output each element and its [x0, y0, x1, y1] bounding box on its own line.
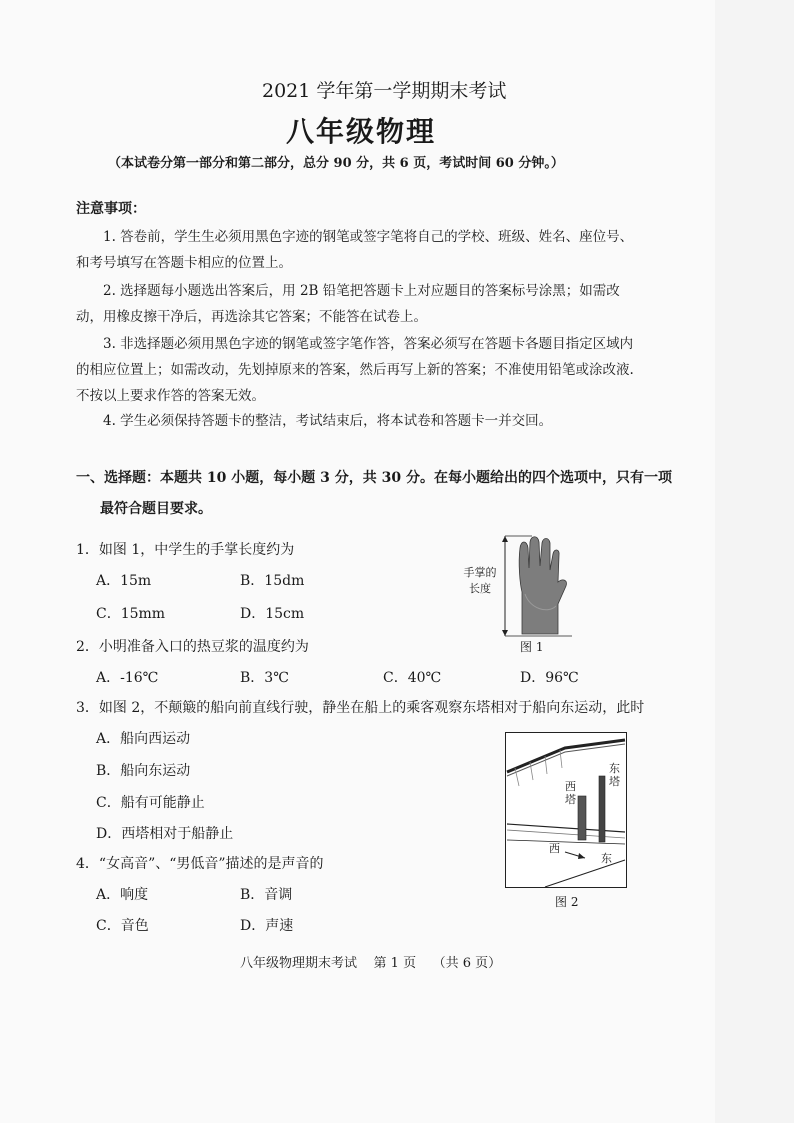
option-b: B．音调 [240, 887, 293, 903]
option-d: D．西塔相对于船静止 [96, 826, 234, 842]
option-a: A．船向西运动 [96, 731, 191, 747]
exam-title: 2021 学年第一学期期末考试 [262, 80, 507, 102]
question-stem: 3．如图 2，不颠簸的船向前直线行驶，静坐在船上的乘客观察东塔相对于船向东运动，此时 [76, 700, 645, 716]
option-c: C．15mm [96, 606, 166, 622]
hand-length-label: 手掌的 [463, 566, 497, 579]
east-label: 东 [601, 852, 612, 865]
figure-1-caption: 图 1 [520, 640, 544, 654]
exam-info: （本试卷分第一部分和第二部分，总分 90 分，共 6 页，考试时间 60 分钟。） [108, 156, 564, 171]
option-a: A．响度 [96, 887, 149, 903]
note-item: 1. 答卷前，学生生必须用黑色字迹的钢笔或签字笔将自己的学校、班级、姓名、座位号、和考号填写在答题卡相应的位置上。 [76, 229, 634, 271]
option-d: D．15cm [240, 606, 305, 622]
figure-1 [460, 534, 590, 654]
note-item: 2. 选择题每小题选出答案后，用 2B 铅笔把答题卡上对应题目的答案标号涂黑；如需改动，用橡皮擦干净后，再选涂其它答案；不能答在试卷上。 [76, 283, 620, 325]
option-c: C．音色 [96, 918, 149, 934]
figure-2 [505, 732, 627, 912]
option-d: D．96℃ [520, 670, 579, 686]
option-c: C．船有可能静止 [96, 795, 205, 811]
option-a: A．15m [96, 573, 152, 589]
subject-title: 八年级物理 [286, 115, 437, 148]
question-stem: 4．“女高音”、“男低音”描述的是声音的 [76, 856, 324, 872]
option-b: B．船向东运动 [96, 763, 191, 779]
hand-length-label-2: 长度 [469, 582, 491, 595]
section-heading-cont: 最符合题目要求。 [100, 501, 212, 517]
section-heading: 一、选择题：本题共 10 小题，每小题 3 分，共 30 分。在每小题给出的四个选项中，只有一项 [76, 470, 672, 486]
option-d: D．声速 [240, 918, 294, 934]
option-a: A．-16℃ [96, 670, 159, 686]
note-item: 4. 学生必须保持答题卡的整洁，考试结束后，将本试卷和答题卡一并交回。 [103, 413, 553, 429]
option-b: B．15dm [240, 573, 305, 589]
option-c: C．40℃ [383, 670, 442, 686]
west-tower-label: 西塔 [565, 780, 576, 806]
figure-2-caption: 图 2 [555, 895, 579, 909]
question-stem: 2．小明准备入口的热豆浆的温度约为 [76, 639, 309, 655]
east-tower-label: 东塔 [609, 762, 620, 788]
option-b: B．3℃ [240, 670, 289, 686]
page-footer: 八年级物理期末考试 第 1 页 （共 6 页） [240, 956, 502, 971]
west-label: 西 [549, 842, 560, 855]
question-stem: 1．如图 1，中学生的手掌长度约为 [76, 542, 295, 558]
notes-heading: 注意事项： [76, 201, 146, 217]
note-item: 3. 非选择题必须用黑色字迹的钢笔或签字笔作答，答案必须写在答题卡各题目指定区域内的相应位置上；如需改动，先划掉原来的答案，然后再写上新的答案；不准使用铅笔或涂改液. 不按以上要求作答的答案无效。 [76, 336, 634, 404]
